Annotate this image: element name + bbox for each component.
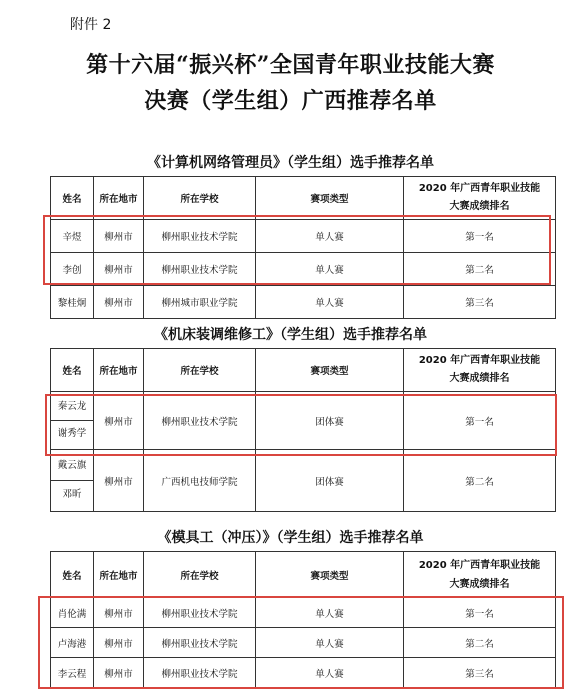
cell-name: 李创 [51, 253, 94, 286]
cell-event: 团体赛 [256, 392, 404, 450]
header-event: 赛项类型 [256, 552, 404, 598]
cell-city: 柳州市 [94, 658, 144, 688]
attachment-label: 附件 2 [70, 17, 112, 33]
table-header-row [51, 552, 556, 598]
cell-city: 柳州市 [94, 628, 144, 658]
table-row [51, 450, 556, 512]
cell-name: 卢海港 [51, 628, 94, 658]
cell-school: 柳州职业技术学院 [144, 658, 256, 688]
cell-event: 团体赛 [256, 450, 404, 512]
table-row [51, 598, 556, 628]
header-city: 所在地市 [94, 349, 144, 392]
cell-name: 戴云旗 [57, 460, 87, 471]
table-row [51, 220, 556, 253]
cell-city: 柳州市 [94, 253, 144, 286]
cell-name: 秦云龙 [57, 401, 87, 412]
cell-rank: 第二名 [404, 253, 556, 286]
cell-city: 柳州市 [94, 392, 144, 450]
cell-rank: 第一名 [404, 220, 556, 253]
cell-name: 谢秀学 [51, 420, 93, 447]
cell-name: 黎桂炯 [51, 286, 94, 319]
section-title-2: 《机床装调维修工》（学生组）选手推荐名单 [154, 327, 427, 343]
header-city: 所在地市 [94, 177, 144, 220]
header-event: 赛项类型 [256, 349, 404, 392]
cell-school: 柳州城市职业学院 [144, 286, 256, 319]
document-title-line1: 第十六届“振兴杯”全国青年职业技能大赛 [86, 52, 495, 78]
section-title-3: 《模具工（冲压）》（学生组）选手推荐名单 [157, 530, 424, 546]
cell-name: 辛煜 [51, 220, 94, 253]
header-name: 姓名 [51, 349, 94, 392]
cell-names [51, 392, 94, 450]
document-title-line2: 决赛（学生组）广西推荐名单 [144, 88, 437, 114]
cell-event: 单人赛 [256, 598, 404, 628]
table-section-2 [50, 348, 556, 512]
cell-school: 柳州职业技术学院 [144, 598, 256, 628]
cell-rank: 第一名 [404, 598, 556, 628]
header-rank: 2020 年广西青年职业技能 大赛成绩排名 [404, 349, 556, 392]
cell-event: 单人赛 [256, 253, 404, 286]
cell-event: 单人赛 [256, 220, 404, 253]
cell-names [51, 450, 94, 512]
header-school: 所在学校 [144, 177, 256, 220]
cell-city: 柳州市 [94, 598, 144, 628]
header-event: 赛项类型 [256, 177, 404, 220]
cell-rank: 第二名 [404, 450, 556, 512]
header-name: 姓名 [51, 177, 94, 220]
header-rank: 2020 年广西青年职业技能 大赛成绩排名 [404, 552, 556, 598]
table-section-1 [50, 176, 556, 319]
cell-city: 柳州市 [94, 286, 144, 319]
cell-school: 柳州职业技术学院 [144, 628, 256, 658]
cell-school: 柳州职业技术学院 [144, 220, 256, 253]
table-row [51, 286, 556, 319]
table-row [51, 658, 556, 688]
cell-event: 单人赛 [256, 628, 404, 658]
table-header-row [51, 349, 556, 392]
table-header-row [51, 177, 556, 220]
header-school: 所在学校 [144, 552, 256, 598]
cell-school: 柳州职业技术学院 [144, 253, 256, 286]
table-row [51, 253, 556, 286]
table-section-3 [50, 551, 556, 688]
cell-city: 柳州市 [94, 220, 144, 253]
cell-rank: 第二名 [404, 628, 556, 658]
cell-school: 柳州职业技术学院 [144, 392, 256, 450]
cell-name: 肖伦满 [51, 598, 94, 628]
cell-event: 单人赛 [256, 658, 404, 688]
cell-event: 单人赛 [256, 286, 404, 319]
header-rank: 2020 年广西青年职业技能 大赛成绩排名 [404, 177, 556, 220]
header-city: 所在地市 [94, 552, 144, 598]
cell-city: 柳州市 [94, 450, 144, 512]
header-school: 所在学校 [144, 349, 256, 392]
cell-school: 广西机电技师学院 [144, 450, 256, 512]
cell-name: 邓昕 [51, 480, 93, 509]
section-title-1: 《计算机网络管理员》（学生组）选手推荐名单 [147, 155, 434, 171]
table-row [51, 392, 556, 450]
table-row [51, 628, 556, 658]
cell-rank: 第三名 [404, 286, 556, 319]
cell-rank: 第三名 [404, 658, 556, 688]
cell-rank: 第一名 [404, 392, 556, 450]
cell-name: 李云程 [51, 658, 94, 688]
header-name: 姓名 [51, 552, 94, 598]
